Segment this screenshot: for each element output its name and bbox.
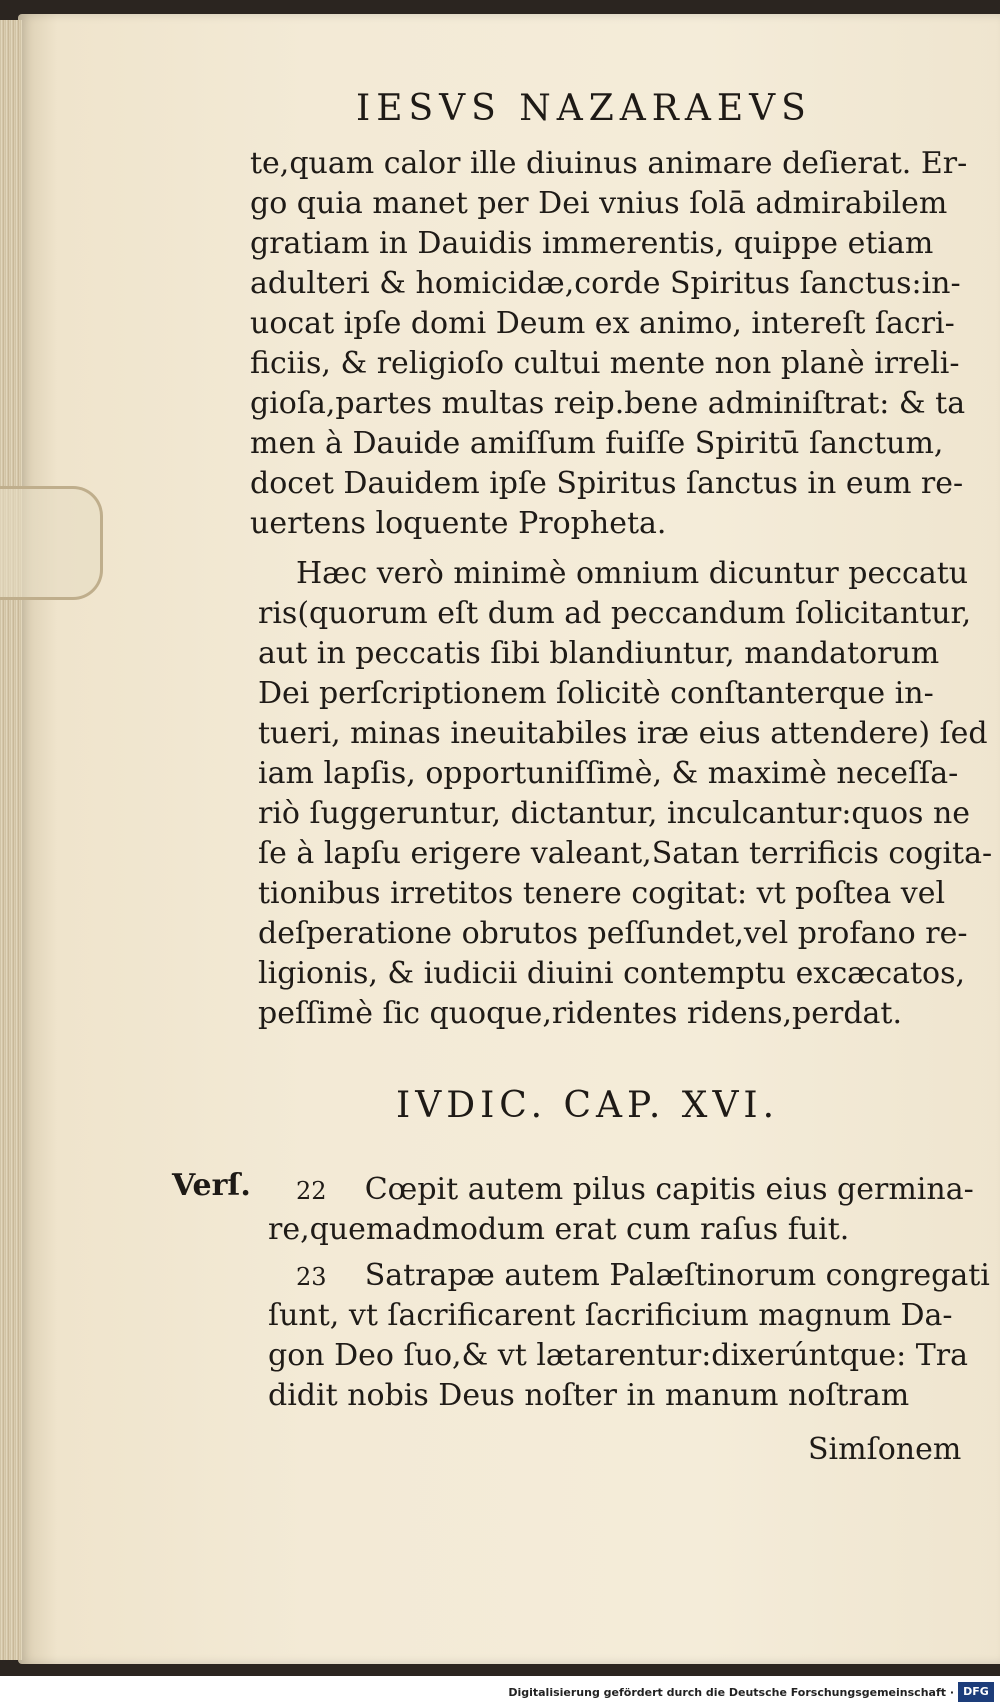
text-line: Dei perſcriptionem ſolicitè conſtanterque in- <box>258 676 934 711</box>
verse-text: Cœpit autem pilus capitis eius germina- <box>364 1172 974 1207</box>
verse-line: ſunt, vt ſacrificarent ſacrificium magnum Da- <box>268 1298 953 1333</box>
running-head: IESVS NAZARAEVS <box>356 88 812 129</box>
verse-text: Satrapæ autem Palæſtinorum congregati <box>364 1258 990 1293</box>
text-line: tueri, minas ineuitabiles iræ eius attendere) ſed <box>258 716 988 751</box>
text-line: te,quam calor ille diuinus animare deſierat. Er- <box>250 146 968 181</box>
verse-number: 22 <box>296 1177 327 1205</box>
dfg-logo-icon: DFG <box>958 1682 994 1702</box>
chapter-heading: IVDIC. CAP. XVI. <box>396 1085 780 1126</box>
verse-line <box>296 1172 974 1209</box>
text-line: riò ſuggeruntur, dictantur, inculcantur:quos ne <box>258 796 971 831</box>
text-line: uertens loquente Propheta. <box>250 506 667 541</box>
footer-credit: Digitalisierung gefördert durch die Deutsche Forschungsgemeinschaft · <box>508 1686 954 1699</box>
text-line: deſperatione obrutos peſſundet,vel profano re- <box>258 916 968 951</box>
verse-line <box>296 1258 990 1295</box>
text-line: tionibus irretitos tenere cogitat: vt poſtea vel <box>258 876 946 911</box>
text-line: ligionis, & iudicii diuini contemptu excæcatos, <box>258 956 966 991</box>
verse-line: gon Deo ſuo,& vt lætarentur:dixerúntque: Tra <box>268 1338 968 1373</box>
text-line: Hæc verò minimè omnium dicuntur peccatu <box>296 556 969 591</box>
text-line: uocat ipſe domi Deum ex animo, intereſt ſacri- <box>250 306 955 341</box>
text-line: gratiam in Dauidis immerentis, quippe etiam <box>250 226 934 261</box>
text-line: ris(quorum eſt dum ad peccandum ſolicitantur, <box>258 596 972 631</box>
text-line: docet Dauidem ipſe Spiritus ſanctus in eum re- <box>250 466 964 501</box>
text-line: iam lapſis, opportuniſſimè, & maximè neceſſa- <box>258 756 959 791</box>
text-line: gioſa,partes multas reip.bene adminiſtrat: & ta <box>250 386 966 421</box>
text-line: ficiis, & religioſo cultui mente non planè irreli- <box>250 346 960 381</box>
marginal-note: Verſ. <box>172 1168 251 1203</box>
verse-line: didit nobis Deus noſter in manum noſtram <box>268 1378 910 1413</box>
catchword: Simſonem <box>808 1432 962 1467</box>
text-line: go quia manet per Dei vnius ſolā admirabilem <box>250 186 948 221</box>
text-line: adulteri & homicidæ,corde Spiritus ſanctus:in- <box>250 266 961 301</box>
verse-number: 23 <box>296 1263 327 1291</box>
text-line: men à Dauide amiſſum fuiſſe Spiritū ſanctum, <box>250 426 944 461</box>
text-line: aut in peccatis ſibi blandiuntur, mandatorum <box>258 636 940 671</box>
text-line: ſe à lapſu erigere valeant,Satan terrificis cogita- <box>258 836 993 871</box>
verse-line: re,quemadmodum erat cum raſus fuit. <box>268 1212 850 1247</box>
text-line: peſſimè ſic quoque,ridentes ridens,perdat. <box>258 996 903 1031</box>
